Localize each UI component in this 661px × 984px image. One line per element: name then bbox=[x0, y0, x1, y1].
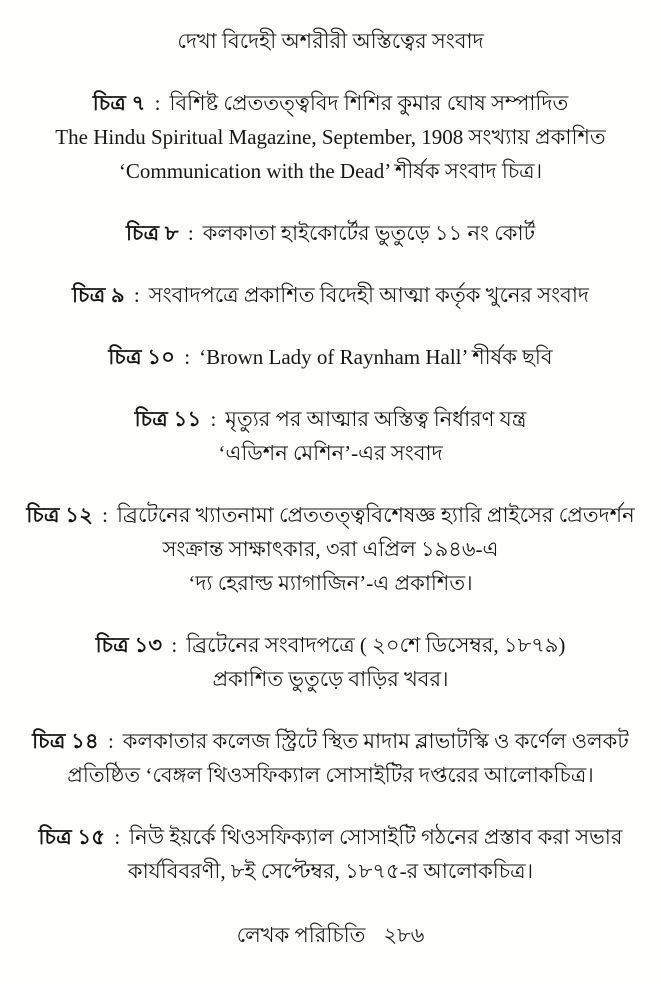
figure-separator: : bbox=[114, 825, 121, 849]
footer-toc-entry bbox=[18, 918, 643, 952]
figure-entry-first-line bbox=[18, 628, 643, 662]
figure-caption: বিশিষ্ট প্রেততত্ত্ববিদ শিশির কুমার ঘোষ সম্পাদিত bbox=[169, 91, 569, 115]
figure-separator: : bbox=[107, 729, 114, 753]
figure-entry-first-line bbox=[18, 86, 643, 120]
figure-label: চিত্র ১৩ bbox=[95, 633, 163, 657]
figure-caption-continuation: কার্যবিবরণী, ৮ই সেপ্টেম্বর, ১৮৭৫-র আলোকচিত্র। bbox=[127, 859, 534, 883]
figure-label: চিত্র ১০ bbox=[108, 345, 176, 369]
page-header-line: দেখা বিদেহী অশরীরী অস্তিত্বের সংবাদ bbox=[177, 29, 484, 53]
figure-caption: ‘Brown Lady of Raynham Hall’ শীর্ষক ছবি bbox=[199, 345, 553, 369]
figure-label: চিত্র ১৪ bbox=[32, 729, 99, 753]
figure-entry-9 bbox=[18, 278, 643, 312]
figure-entry-14 bbox=[18, 724, 643, 792]
figure-entry-first-line bbox=[18, 820, 643, 854]
figure-caption-continuation: সংক্রান্ত সাক্ষাৎকার, ৩রা এপ্রিল ১৯৪৬-এ bbox=[162, 537, 499, 561]
figure-separator: : bbox=[133, 283, 140, 307]
figure-entry-11 bbox=[18, 402, 643, 470]
figure-separator: : bbox=[171, 633, 178, 657]
figure-separator: : bbox=[184, 345, 191, 369]
footer-label: লেখক পরিচিতি bbox=[236, 923, 366, 947]
figure-separator: : bbox=[102, 503, 109, 527]
figure-entry-15 bbox=[18, 820, 643, 888]
figure-entry-7 bbox=[18, 86, 643, 188]
figure-entry-first-line bbox=[18, 278, 643, 312]
figure-entry-first-line bbox=[18, 724, 643, 758]
figure-caption-continuation: প্রকাশিত ভুতুড়ে বাড়ির খবর। bbox=[212, 667, 449, 691]
figure-entry-first-line bbox=[18, 216, 643, 250]
figure-caption-continuation: ‘এডিশন মেশিন’-এর সংবাদ bbox=[218, 441, 443, 465]
figure-caption-continuation: The Hindu Spiritual Magazine, September, 1908 সংখ্যায় প্রকাশিত bbox=[55, 125, 606, 149]
figure-caption-continuation: প্রতিষ্ঠিত ‘বেঙ্গল থিওসফিক্যাল সোসাইটির দপ্তরের আলোকচিত্র। bbox=[67, 763, 594, 787]
figure-caption: কলকাতা হাইকোর্টের ভুতুড়ে ১১ নং কোর্ট bbox=[202, 221, 536, 245]
figure-caption-continuation: ‘Communication with the Dead’ শীর্ষক সংবাদ চিত্র। bbox=[118, 159, 543, 183]
figure-separator: : bbox=[154, 91, 161, 115]
figure-caption: ব্রিটেনের খ্যাতনামা প্রেততত্ত্ববিশেষজ্ঞ হ্যারি প্রাইসের প্রেতদর্শন bbox=[117, 503, 635, 527]
figure-entry-first-line bbox=[18, 402, 643, 436]
figure-separator: : bbox=[187, 221, 194, 245]
figure-entry-first-line bbox=[18, 340, 643, 374]
figure-entry-10 bbox=[18, 340, 643, 374]
figure-label: চিত্র ১২ bbox=[26, 503, 94, 527]
figure-separator: : bbox=[210, 407, 217, 431]
figure-label: চিত্র ৭ bbox=[92, 91, 146, 115]
figure-caption: নিউ ইয়র্কে থিওসফিক্যাল সোসাইটি গঠনের প্রস্তাব করা সভার bbox=[129, 825, 623, 849]
figure-entry-13 bbox=[18, 628, 643, 696]
figure-label: চিত্র ৮ bbox=[125, 221, 179, 245]
figure-entry-8 bbox=[18, 216, 643, 250]
figure-caption: কলকাতার কলেজ স্ট্রিটে স্থিত মাদাম ব্লাভাটস্কি ও কর্ণেল ওলকট bbox=[122, 729, 629, 753]
figure-label: চিত্র ১১ bbox=[134, 407, 202, 431]
figure-label: চিত্র ১৫ bbox=[38, 825, 106, 849]
figure-entry-12 bbox=[18, 498, 643, 600]
figure-label: চিত্র ৯ bbox=[72, 283, 125, 307]
figure-entry-first-line bbox=[18, 498, 643, 532]
figure-caption: মৃত্যুর পর আত্মার অস্তিত্ব নির্ধারণ যন্ত্র bbox=[225, 407, 527, 431]
figure-caption: সংবাদপত্রে প্রকাশিত বিদেহী আত্মা কর্তৃক খুনের সংবাদ bbox=[148, 283, 589, 307]
figure-caption-continuation: ‘দ্য হেরাল্ড ম্যাগাজিন’-এ প্রকাশিত। bbox=[188, 571, 473, 595]
footer-page-number: ২৮৬ bbox=[383, 923, 425, 947]
figure-caption: ব্রিটেনের সংবাদপত্রে ( ২০শে ডিসেম্বর, ১৮৭৯) bbox=[186, 633, 566, 657]
